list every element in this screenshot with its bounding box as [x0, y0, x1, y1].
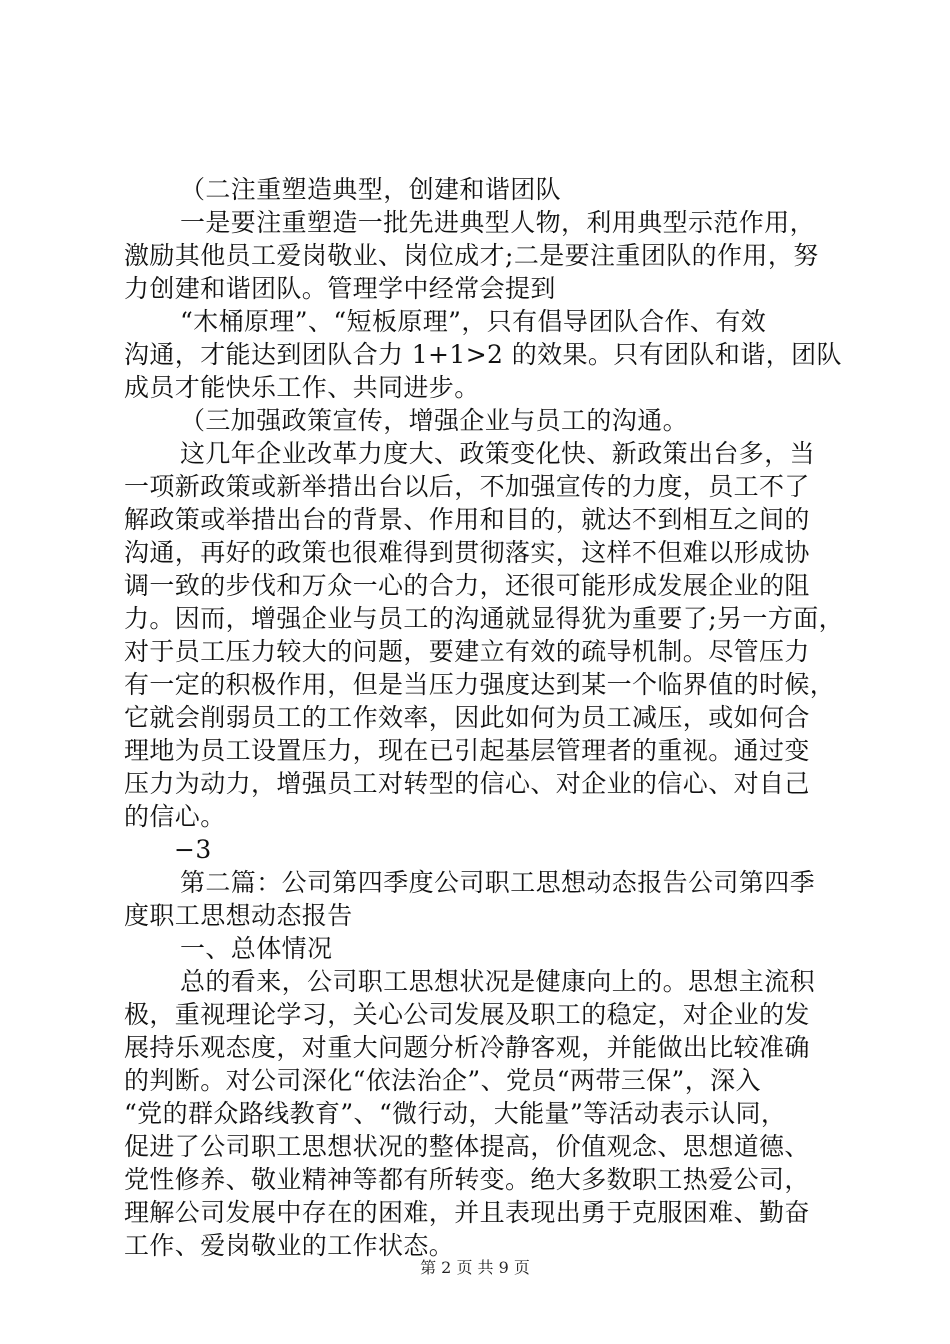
text-line: 对于员工压力较大的问题，要建立有效的疏导机制。尽管压力	[124, 637, 810, 666]
text-line: 这几年企业改革力度大、政策变化快、新政策出台多，当	[180, 439, 816, 468]
page-marker: −3	[174, 835, 212, 864]
text-line: 沟通，再好的政策也很难得到贯彻落实，这样不但难以形成协	[124, 538, 810, 567]
text-line: 调一致的步伐和万众一心的合力，还很可能形成发展企业的阻	[124, 571, 810, 600]
text-line: 沟通，才能达到团队合力 1+1>2 的效果。只有团队和谐，团队	[124, 340, 842, 369]
text-line: “党的群众路线教育”、“微行动，大能量”等活动表示认同，	[124, 1099, 787, 1128]
text-line: 力创建和谐团队。管理学中经常会提到	[124, 274, 556, 303]
text-line: 激励其他员工爱岗敬业、岗位成才;二是要注重团队的作用，努	[124, 241, 819, 270]
text-line: 解政策或举措出台的背景、作用和目的，就达不到相互之间的	[124, 505, 810, 534]
text-line: （二注重塑造典型，创建和谐团队	[180, 175, 562, 204]
text-line: 压力为动力，增强员工对转型的信心、对企业的信心、对自己	[124, 769, 810, 798]
text-line: “木桶原理”、“短板原理”，只有倡导团队合作、有效	[180, 307, 767, 336]
section-heading: 第二篇：公司第四季度公司职工思想动态报告公司第四季	[180, 868, 816, 897]
text-line: 理解公司发展中存在的困难，并且表现出勇于克服困难、勤奋	[124, 1198, 810, 1227]
text-line: 一是要注重塑造一批先进典型人物，利用典型示范作用，	[180, 208, 816, 237]
text-line: 总的看来，公司职工思想状况是健康向上的。思想主流积	[180, 967, 816, 996]
text-line: 展持乐观态度，对重大问题分析冷静客观，并能做出比较准确	[124, 1033, 810, 1062]
section-heading: 度职工思想动态报告	[124, 901, 353, 930]
text-line: 成员才能快乐工作、共同进步。	[124, 373, 480, 402]
text-line: 它就会削弱员工的工作效率，因此如何为员工减压，或如何合	[124, 703, 810, 732]
text-line: 的信心。	[124, 802, 226, 831]
text-line: 一项新政策或新举措出台以后，不加强宣传的力度，员工不了	[124, 472, 810, 501]
text-line: 的判断。对公司深化“依法治企”、党员“两带三保”，深入	[124, 1066, 761, 1095]
text-line: （三加强政策宣传，增强企业与员工的沟通。	[180, 406, 689, 435]
text-line: 促进了公司职工思想状况的整体提高，价值观念、思想道德、	[124, 1132, 810, 1161]
text-line: 工作、爱岗敬业的工作状态。	[124, 1231, 455, 1260]
subheading: 一、总体情况	[180, 934, 333, 963]
text-line: 力。因而，增强企业与员工的沟通就显得犹为重要了;另一方面，	[124, 604, 845, 633]
text-line: 党性修养、敬业精神等都有所转变。绝大多数职工热爱公司，	[124, 1165, 810, 1194]
text-line: 有一定的积极作用，但是当压力强度达到某一个临界值的时候，	[124, 670, 836, 699]
text-line: 理地为员工设置压力，现在已引起基层管理者的重视。通过变	[124, 736, 810, 765]
page-footer: 第 2 页 共 9 页	[420, 1258, 530, 1277]
text-line: 极，重视理论学习，关心公司发展及职工的稳定，对企业的发	[124, 1000, 810, 1029]
